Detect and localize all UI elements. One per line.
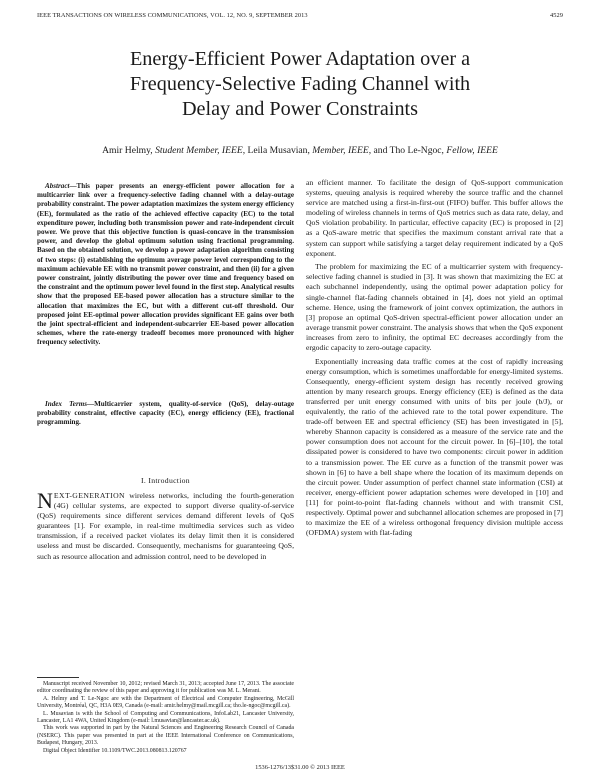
index-terms — [37, 400, 294, 428]
index-terms-text: —Multicarrier system, quality-of-service (QoS), delay-outage probability constraint, effective capacity (EC), energy efficiency (EE), fractional programming. — [37, 400, 294, 427]
footnote-doi: Digital Object Identifier 10.1109/TWC.2013.080813.120767 — [43, 747, 187, 754]
intro-small-caps: EXT-GENERATION — [53, 491, 125, 500]
footnote-affiliation-1: A. Helmy and T. Le-Ngoc are with the Department of Electrical and Computer Engineering, McGill University, Montréal, QC, H3A 0E9, Canada (e-mail: amir.helmy@mail.mcgill.ca; tho.le-ngoc@mcgill.ca). — [37, 695, 294, 710]
author-1-role: Student Member, IEEE, — [155, 145, 246, 156]
section-heading: I. Introduction — [141, 476, 190, 485]
drop-cap: N — [37, 488, 53, 513]
footnote-divider — [37, 677, 79, 678]
abstract-label: Abstract — [45, 182, 70, 190]
page-number: 4529 — [550, 12, 563, 19]
title-line-3: Delay and Power Constraints — [181, 98, 419, 120]
running-header — [37, 12, 563, 19]
right-paragraph-3: Exponentially increasing data traffic comes at the cost of rapidly increasing energy consumption, which is sometimes unaffordable for energy-limited systems. Consequently, energy-efficient system design has recently received growing attention by many research groups. Energy efficiency (EE) is defined as the data transferred per unit energy consumed with units of bits per joule (b/J), or equivalently, the ratio of the achieved rate to the total power expenditure. The trade-off between EE and spectral efficiency (SE) has been investigated in [5], whereby Shannon capacity is considered as a measure of the service rate and the power consumption does not account for the circuit power. In [6]–[10], the total dissipated power is considered to have two components: circuit power in addition to a transmission power. The EE curve as a function of the transmit power was shown in [6] to have a bell shape where the location of its maximum depends on the circuit power. Under assumption of perfect channel state information (CSI) at receiver, energy-efficient power adaptation schemes were developed in [10] and [11] for point-to-point flat-fading channels without and with transmit CSI, respectively. Optimal power and subchannel allocation schemes are proposed in [7] to maximize the EE of a wireless orthogonal frequency division multiple access (OFDMA) system with flat-fading — [306, 356, 563, 538]
right-paragraph-2: The problem for maximizing the EC of a multicarrier system with frequency-selective fading channel is studied in [3]. It was shown that maximizing the EC at each subchannel independently, using the optimal power adaptation policy for single-channel flat-fading channels obtained in [4], does not yield an optimal scheme. Hence, using the framework of joint convex optimization, the authors in [3] propose an optimal QoS-driven spectral-efficient power allocation under an average transmit power constraint. The analysis shows that when the QoS exponent increases from zero to infinity, the optimal EC decreases accordingly from the ergodic capacity to zero-outage capacity. — [306, 262, 563, 352]
author-1-name: Amir Helmy, — [102, 145, 156, 156]
author-2-role: Member, IEEE, — [312, 145, 372, 156]
footnote-manuscript: Manuscript received November 10, 2012; revised March 31, 2013; accepted June 17, 2013. The associate editor coordinating the review of this paper and approving it for publication was M. L. Merani. — [37, 681, 294, 695]
index-terms-label: Index Terms — [45, 400, 87, 408]
right-paragraph-1: an efficient manner. To facilitate the design of QoS-support communication systems, queuing analysis is required whereby the source traffic and the channel service are matched using a first-in-first-out (FIFO) buffer. This buffer allows the modeling of wireless channels in terms of QoS metrics such as data rate, delay, and QoS violation probability. In particular, effective capacity (EC) is proposed in [2] as a QoS-aware metric that specifies the maximum constant arrival rate that a system can support while satisfying a target delay requirement indicated by a QoS exponent. — [306, 178, 563, 258]
title-line-2: Frequency-Selective Fading Channel with — [129, 73, 471, 95]
footnote-affiliation-2: L. Musavian is with the School of Computing and Communications, InfoLab21, Lancaster University, Lancaster, LA1 4WA, United Kingdom (e-mail: l.musavian@lancaster.ac.uk). — [37, 710, 294, 725]
copyright-footer: 1536-1276/13$31.00 © 2013 IEEE — [255, 764, 345, 771]
paper-title — [40, 47, 560, 122]
journal-name: IEEE TRANSACTIONS ON WIRELESS COMMUNICATIONS, VOL. 12, NO. 9, SEPTEMBER 2013 — [37, 12, 308, 19]
abstract-text: —This paper presents an energy-efficient power allocation for a multicarrier link over a frequency-selective fading channel with a delay-outage probability constraint. The power adaptation maximizes the system energy efficiency (EE), formulated as the ratio of the achieved effective capacity (EC) to the total expenditure power, including both transmission power and rate-independent circuit power. We prove that this objective function is quasi-concave in the transmission power, and develop the global optimum solution using fractional programming. Based on the obtained solution, we develop a power adaptation algorithm consisting of two steps: (i) establishing the optimum average power level corresponding to the maximum achievable EE with no transmit power constraint, and then (ii) for a given power constraint, jointly distributing the power over time and frequency based on the constraint and the optimum power level found in the first step. Analytical results show that the proposed EE-based power allocation has a structure similar to the allocation that maximizes the EC, but with a different cut-off threshold. Our proposed joint EE-optimal power allocation provides significant EE gains over both the joint spectral-efficient and independent-subcarrier EE-based power allocation schemes, where the rate-energy tradeoff becomes more pronounced with higher frequency selectivity. — [37, 182, 294, 347]
author-2-name: Leila Musavian, — [245, 145, 313, 156]
abstract — [37, 182, 294, 348]
introduction-text — [37, 488, 294, 562]
author-list — [40, 145, 560, 156]
footnote-funding: This work was supported in part by the Natural Sciences and Engineering Research Council of Canada (NSERC). This paper was presented in part at the IEEE International Conference on Communications, Budapest, Hungary, 2013. — [37, 725, 294, 747]
author-3-role: Fellow, IEEE — [446, 145, 498, 156]
author-3-name: and Tho Le-Ngoc, — [371, 145, 447, 156]
intro-paragraph: wireless networks, including the fourth-generation (4G) cellular systems, are expected to support diverse quality-of-service (QoS) requirements since different services demand different levels of QoS guarantees [1]. For example, in real-time multimedia services such as video transmission, if a received packet violates its delay limit then it is considered useless and must be discarded. Consequently, mechanisms for guaranteeing QoS, such as resource allocation and admission control, need to be developed in — [37, 491, 294, 561]
footnotes — [37, 681, 294, 755]
right-column — [306, 178, 563, 538]
title-line-1: Energy-Efficient Power Adaptation over a — [129, 48, 471, 70]
